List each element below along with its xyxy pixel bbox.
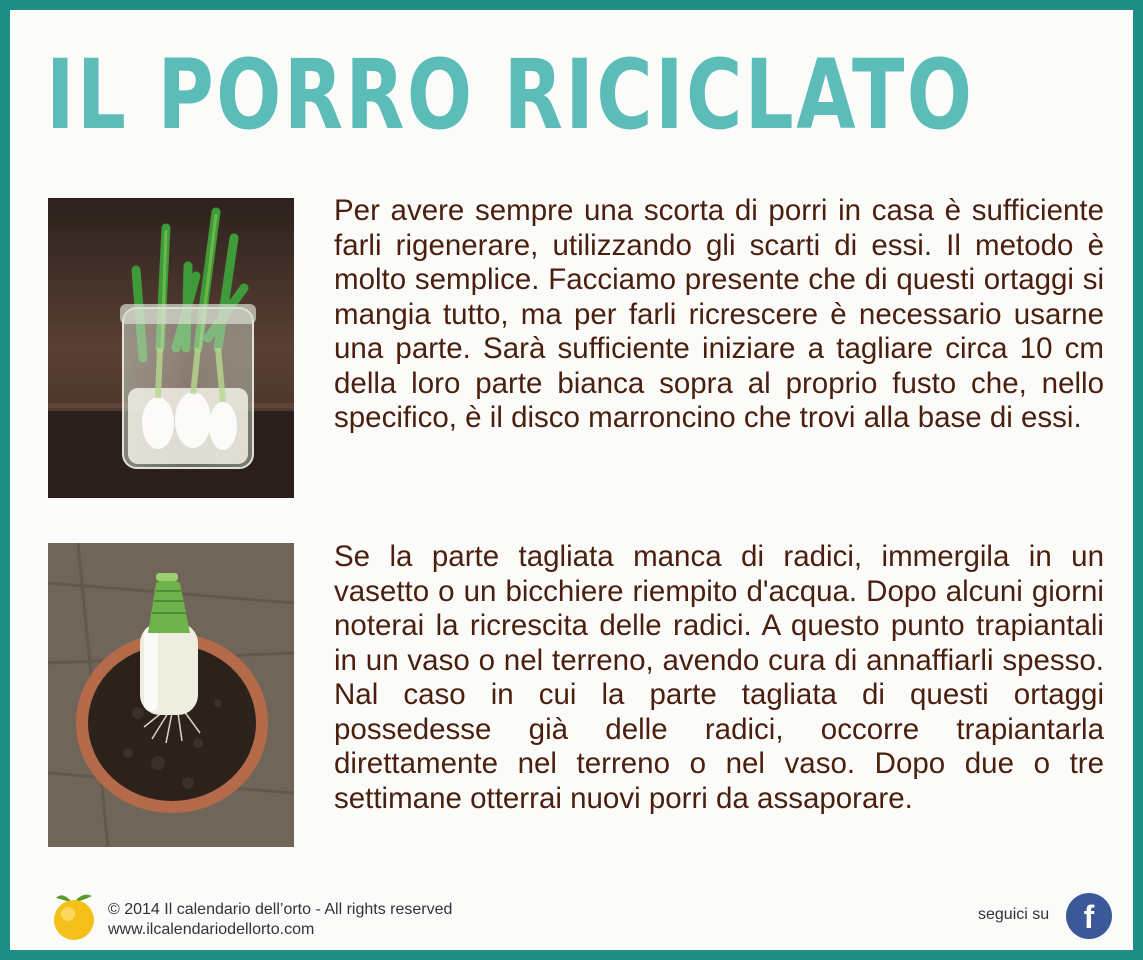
- leeks-in-jar-photo: [48, 198, 294, 498]
- intro-paragraph: Per avere sempre una scorta di porri in casa è sufficiente farli rigenerare, utilizzando gli scarti di essi. Il metodo è molto semplice. Facciamo presente che di questi ortaggi si mangia tutto, ma per farli ricrescere è necessario usarne una parte. Sarà sufficiente iniziare a tagliare circa 10 cm della loro parte bianca sopra al proprio fusto che, nello specifico, è il disco marroncino che trovi alla base di essi.: [334, 194, 1104, 434]
- facebook-icon[interactable]: [1065, 892, 1113, 940]
- follow-us-label: seguici su: [978, 906, 1050, 923]
- page-title: IL PORRO RICICLATO: [46, 39, 975, 151]
- footer-credits: [108, 900, 452, 940]
- facebook-letter: f: [1083, 899, 1095, 935]
- lemon-icon: [48, 890, 100, 942]
- steps-paragraph: Se la parte tagliata manca di radici, immergila in un vasetto o un bicchiere riempito d'acqua. Dopo alcuni giorni noterai la ricrescita delle radici. A questo punto trapiantali in un vaso o nel terreno, avendo cura di annaffiarli spesso. Nal caso in cui la parte tagliata di questi ortaggi possedesse già delle radici, occorre trapiantarla direttamente nel terreno o nel vaso. Dopo due o tre settimane otterrai nuovi porri da assaporare.: [334, 540, 1104, 815]
- copyright-text: © 2014 Il calendario dell’orto - All rights reserved: [108, 901, 453, 918]
- website-link[interactable]: www.ilcalendariodellorto.com: [108, 921, 315, 938]
- leek-in-pot-photo: [48, 543, 294, 847]
